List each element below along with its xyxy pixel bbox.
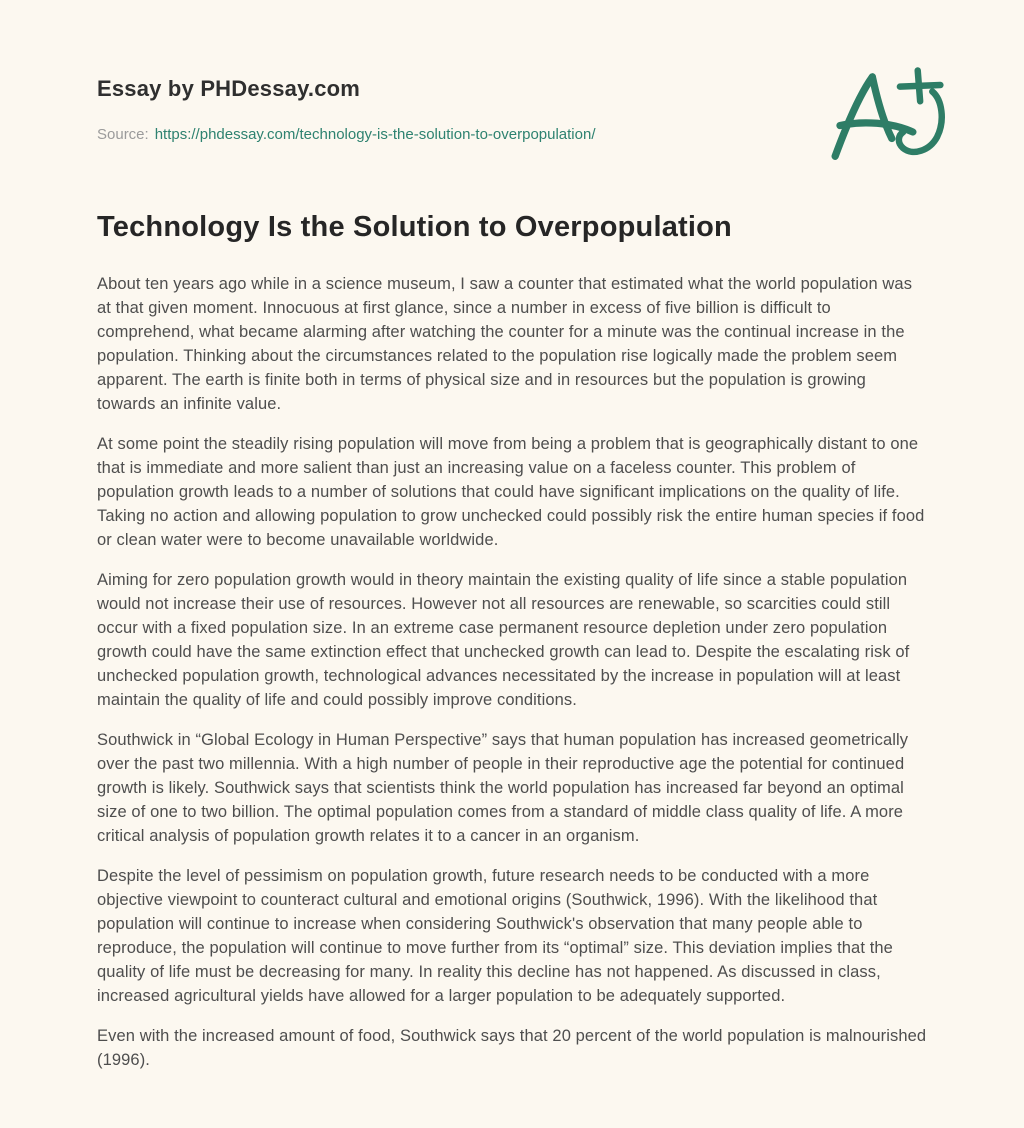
source-url-link[interactable]: https://phdessay.com/technology-is-the-solution-to-overpopulation/ — [154, 126, 596, 143]
essay-paragraph: Aiming for zero population growth would in theory maintain the existing quality of life since a stable population would not increase their use of resources. However not all resources are renewable, so scarcities could still occur with a fixed population size. In an extreme case permanent resource depletion under zero population growth could have the same extinction effect that unchecked growth can lead to. Despite the escalating risk of unchecked population growth, technological advances necessitated by the increase in population will at least maintain the quality of life and could possibly improve conditions. — [97, 571, 910, 709]
essay-byline: Essay by PHDessay.com — [97, 76, 361, 101]
source-label: Source: — [97, 126, 149, 143]
phdessay-a-plus-logo-icon — [822, 64, 960, 166]
essay-paragraph: Southwick in “Global Ecology in Human Perspective” says that human population has increased geometrically over the past two millennia. With a high number of people in their reproductive age the potential for continued growth is likely. Southwick says that scientists think the world population has increased far beyond an optimal size of one to two billion. The optimal population comes from a standard of middle class quality of life. A more critical analysis of population growth relates it to a cancer in an organism. — [97, 731, 909, 845]
essay-title: Technology Is the Solution to Overpopulation — [97, 211, 732, 243]
essay-body — [97, 272, 927, 1072]
essay-paragraph: About ten years ago while in a science museum, I saw a counter that estimated what the world population was at that given moment. Innocuous at first glance, since a number in excess of five billion is difficult to comprehend, what became alarming after watching the counter for a minute was the continual increase in the population. Thinking about the circumstances related to the population rise logically made the problem seem apparent. The earth is finite both in terms of physical size and in resources but the population is growing towards an infinite value. — [97, 275, 913, 413]
essay-paragraph: At some point the steadily rising population will move from being a problem that is geographically distant to one that is immediate and more salient than just an increasing value on a faceless counter. This problem of population growth leads to a number of solutions that could have significant implications on the quality of life. Taking no action and allowing population to grow unchecked could possibly risk the entire human species if food or clean water were to become unavailable worldwide. — [97, 435, 925, 549]
source-line — [97, 126, 927, 143]
essay-paragraph: Despite the level of pessimism on population growth, future research needs to be conducted with a more objective viewpoint to counteract cultural and emotional origins (Southwick, 1996). With the likelihood that population will continue to increase when considering Southwick's observation that many people able to reproduce, the population will continue to move further from its “optimal” size. This deviation implies that the quality of life must be decreasing for many. In reality this decline has not happened. As discussed in class, increased agricultural yields have allowed for a larger population to be adequately supported. — [97, 867, 893, 1005]
essay-paragraph: Even with the increased amount of food, Southwick says that 20 percent of the world population is malnourished (1996). — [97, 1027, 927, 1069]
